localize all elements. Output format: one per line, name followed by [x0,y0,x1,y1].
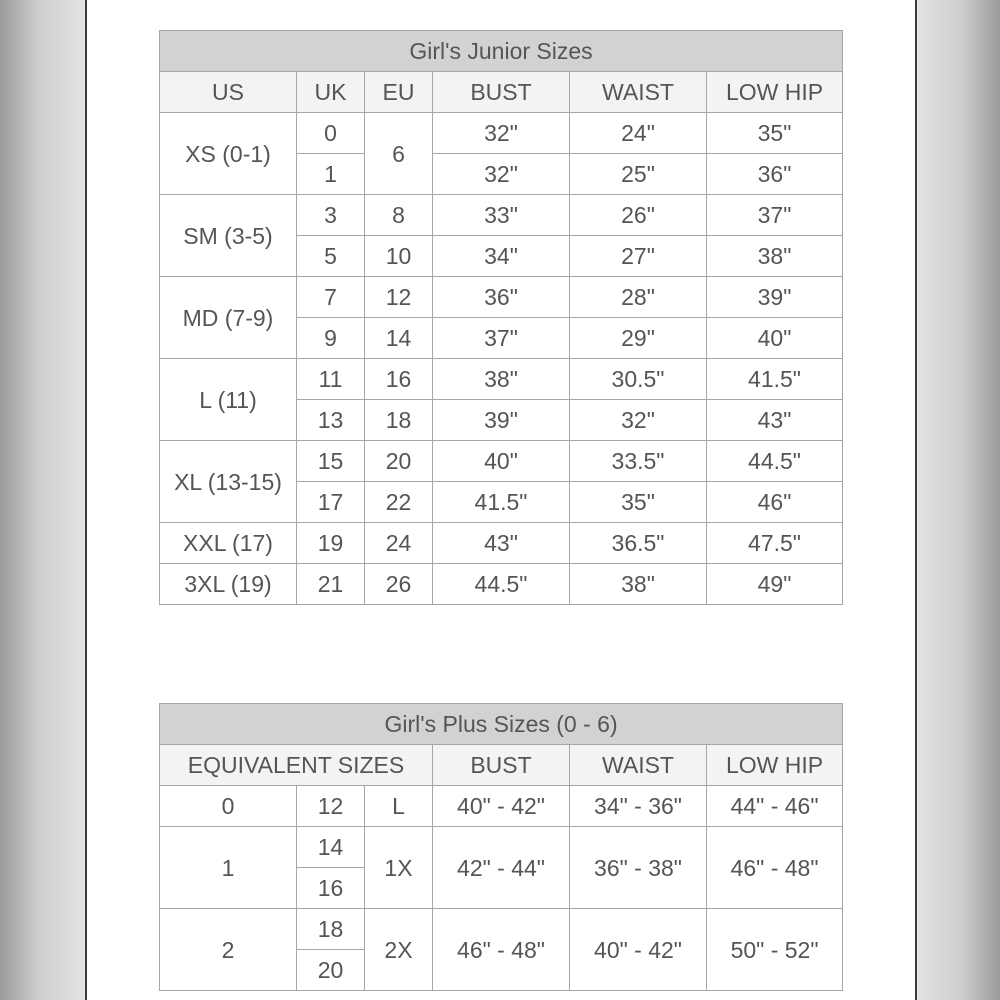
numeric-size-cell: 14 [297,827,365,868]
plus-size-cell: 2 [160,909,297,991]
table-row [160,909,843,950]
uk-size-cell: 7 [297,277,365,318]
letter-size-cell: 1X [365,827,433,909]
column-header-uk: UK [297,72,365,113]
waist-cell: 29" [570,318,707,359]
column-header-equivalent-sizes: EQUIVALENT SIZES [160,745,433,786]
waist-cell: 26" [570,195,707,236]
low-hip-cell: 40" [707,318,843,359]
eu-size-cell: 26 [365,564,433,605]
low-hip-cell: 39" [707,277,843,318]
uk-size-cell: 19 [297,523,365,564]
low-hip-cell: 47.5" [707,523,843,564]
eu-size-cell: 22 [365,482,433,523]
waist-cell: 36" - 38" [570,827,707,909]
bust-cell: 37" [433,318,570,359]
numeric-size-cell: 18 [297,909,365,950]
waist-cell: 25" [570,154,707,195]
bust-cell: 32" [433,154,570,195]
us-size-cell: SM (3-5) [160,195,297,277]
waist-cell: 38" [570,564,707,605]
low-hip-cell: 49" [707,564,843,605]
us-size-cell: L (11) [160,359,297,441]
eu-size-cell: 20 [365,441,433,482]
eu-size-cell: 10 [365,236,433,277]
bust-cell: 43" [433,523,570,564]
uk-size-cell: 3 [297,195,365,236]
column-header-bust: BUST [433,72,570,113]
eu-size-cell: 8 [365,195,433,236]
low-hip-cell: 46" - 48" [707,827,843,909]
eu-size-cell: 12 [365,277,433,318]
letter-size-cell: 2X [365,909,433,991]
low-hip-cell: 35" [707,113,843,154]
bust-cell: 36" [433,277,570,318]
low-hip-cell: 43" [707,400,843,441]
uk-size-cell: 9 [297,318,365,359]
column-header-low-hip: LOW HIP [707,745,843,786]
waist-cell: 32" [570,400,707,441]
eu-size-cell: 24 [365,523,433,564]
column-header-low-hip: LOW HIP [707,72,843,113]
us-size-cell: MD (7-9) [160,277,297,359]
waist-cell: 33.5" [570,441,707,482]
bust-cell: 34" [433,236,570,277]
uk-size-cell: 17 [297,482,365,523]
table-row [160,523,843,564]
bust-cell: 32" [433,113,570,154]
eu-size-cell: 18 [365,400,433,441]
low-hip-cell: 44" - 46" [707,786,843,827]
waist-cell: 40" - 42" [570,909,707,991]
bust-cell: 44.5" [433,564,570,605]
uk-size-cell: 5 [297,236,365,277]
waist-cell: 27" [570,236,707,277]
low-hip-cell: 41.5" [707,359,843,400]
low-hip-cell: 44.5" [707,441,843,482]
column-header-bust: BUST [433,745,570,786]
numeric-size-cell: 12 [297,786,365,827]
table-title: Girl's Plus Sizes (0 - 6) [160,704,843,745]
junior-size-table [159,30,843,605]
uk-size-cell: 15 [297,441,365,482]
waist-cell: 35" [570,482,707,523]
low-hip-cell: 37" [707,195,843,236]
eu-size-cell: 14 [365,318,433,359]
uk-size-cell: 13 [297,400,365,441]
numeric-size-cell: 20 [297,950,365,991]
table-row [160,441,843,482]
waist-cell: 30.5" [570,359,707,400]
column-header-waist: WAIST [570,72,707,113]
table-row [160,564,843,605]
table-row [160,359,843,400]
uk-size-cell: 21 [297,564,365,605]
bust-cell: 39" [433,400,570,441]
bust-cell: 40" - 42" [433,786,570,827]
bust-cell: 40" [433,441,570,482]
uk-size-cell: 11 [297,359,365,400]
waist-cell: 34" - 36" [570,786,707,827]
table-row [160,113,843,154]
eu-size-cell: 16 [365,359,433,400]
bust-cell: 46" - 48" [433,909,570,991]
us-size-cell: XS (0-1) [160,113,297,195]
us-size-cell: XL (13-15) [160,441,297,523]
bust-cell: 42" - 44" [433,827,570,909]
bust-cell: 38" [433,359,570,400]
uk-size-cell: 0 [297,113,365,154]
bust-cell: 41.5" [433,482,570,523]
low-hip-cell: 38" [707,236,843,277]
low-hip-cell: 50" - 52" [707,909,843,991]
waist-cell: 24" [570,113,707,154]
waist-cell: 36.5" [570,523,707,564]
table-row [160,827,843,868]
us-size-cell: 3XL (19) [160,564,297,605]
bust-cell: 33" [433,195,570,236]
column-header-us: US [160,72,297,113]
numeric-size-cell: 16 [297,868,365,909]
table-row [160,786,843,827]
table-row [160,195,843,236]
plus-size-cell: 1 [160,827,297,909]
letter-size-cell: L [365,786,433,827]
column-header-eu: EU [365,72,433,113]
plus-size-table [159,703,843,991]
uk-size-cell: 1 [297,154,365,195]
table-title: Girl's Junior Sizes [160,31,843,72]
low-hip-cell: 46" [707,482,843,523]
plus-size-cell: 0 [160,786,297,827]
us-size-cell: XXL (17) [160,523,297,564]
table-row [160,277,843,318]
waist-cell: 28" [570,277,707,318]
column-header-waist: WAIST [570,745,707,786]
low-hip-cell: 36" [707,154,843,195]
eu-size-cell: 6 [365,113,433,195]
